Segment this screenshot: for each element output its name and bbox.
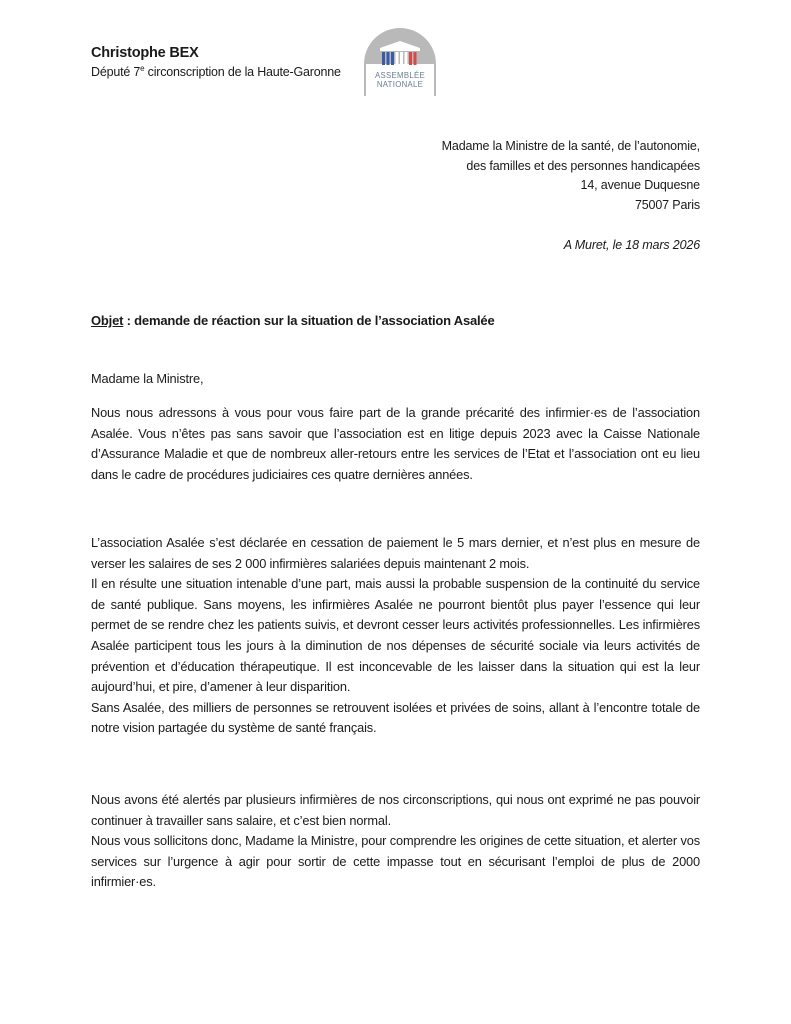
- letter-date: A Muret, le 18 mars 2026: [563, 238, 700, 252]
- sender-name: Christophe BEX: [91, 45, 199, 61]
- assemblee-nationale-logo-icon: [362, 28, 438, 96]
- sender-title: [91, 64, 341, 80]
- sender-title-sup: e: [140, 63, 145, 73]
- salutation: Madame la Ministre,: [91, 371, 204, 386]
- body-text: Nous avons été alertés par plusieurs infirmières de nos circonscriptions, qui nous ont exprimé ne pas pouvoir continuer à travailler sans salaire, et c’est bien normal.: [91, 792, 700, 828]
- subject-text: : demande de réaction sur la situation de l’association Asalée: [123, 313, 495, 328]
- body-text: Il en résulte une situation intenable d’une part, mais aussi la probable suspension de la continuité du service de santé publique. Sans moyens, les infirmières Asalée ne pourront bientôt plus payer l’essence qui leur permet de se rendre chez les patients suivis, et devront cesser leurs activités professionnelles. Les infirmières Asalée participent tous les jours à la diminution de nos dépenses de sécurité sociale via leurs activités de prévention et d’éducation thérapeutique. Il est inconcevable de les laisser dans la situation qui est la leur aujourd’hui, et pire, d’amener à leur disparition.: [91, 576, 700, 695]
- assemblee-nationale-logo: [362, 28, 438, 96]
- sender-title-suffix: circonscription de la Haute-Garonne: [144, 65, 341, 79]
- body-text: L’association Asalée s’est déclarée en cessation de paiement le 5 mars dernier, et n’est plus en mesure de verser les salaires de ses 2 000 infirmières salariées depuis maintenant 2 mois.: [91, 535, 700, 571]
- subject-label: Objet: [91, 313, 124, 328]
- recipient-line: des familles et des personnes handicapées: [466, 158, 700, 173]
- recipient-line: Madame la Ministre de la santé, de l’autonomie,: [441, 139, 700, 153]
- sender-title-prefix: Député 7: [91, 65, 141, 79]
- sender-block: [91, 44, 341, 80]
- body-text: Nous vous sollicitons donc, Madame la Ministre, pour comprendre les origines de cette situation, et alerter vos services sur l’urgence à agir pour sortir de cette impasse tout en sécurisant l’emploi de plus de 2000 infirmier·es.: [91, 833, 700, 890]
- recipient-address: [442, 137, 700, 215]
- subject-line: [91, 313, 495, 328]
- recipient-line: 14, avenue Duquesne: [580, 178, 700, 192]
- body-paragraph-2: [91, 533, 700, 739]
- body-paragraph-3: [91, 790, 700, 893]
- recipient-line: 75007 Paris: [634, 197, 700, 212]
- body-paragraph-1: [91, 403, 700, 485]
- body-text: Nous nous adressons à vous pour vous faire part de la grande précarité des infirmier·es de l’association Asalée. Vous n’êtes pas sans savoir que l’association est en litige depuis 2023 avec la Caisse Nationale d’Assurance Maladie et que de nombreux aller-retours entre les services de l’Etat et l’association ont eu lieu dans le cadre de procédures judiciaires ces quatre dernières années.: [91, 405, 700, 482]
- svg-text:ASSEMBLÉE: ASSEMBLÉE: [375, 71, 425, 80]
- body-text: Sans Asalée, des milliers de personnes se retrouvent isolées et privées de soins, allant à l’encontre totale de notre vision partagée du système de santé français.: [91, 699, 700, 736]
- svg-text:NATIONALE: NATIONALE: [376, 80, 424, 89]
